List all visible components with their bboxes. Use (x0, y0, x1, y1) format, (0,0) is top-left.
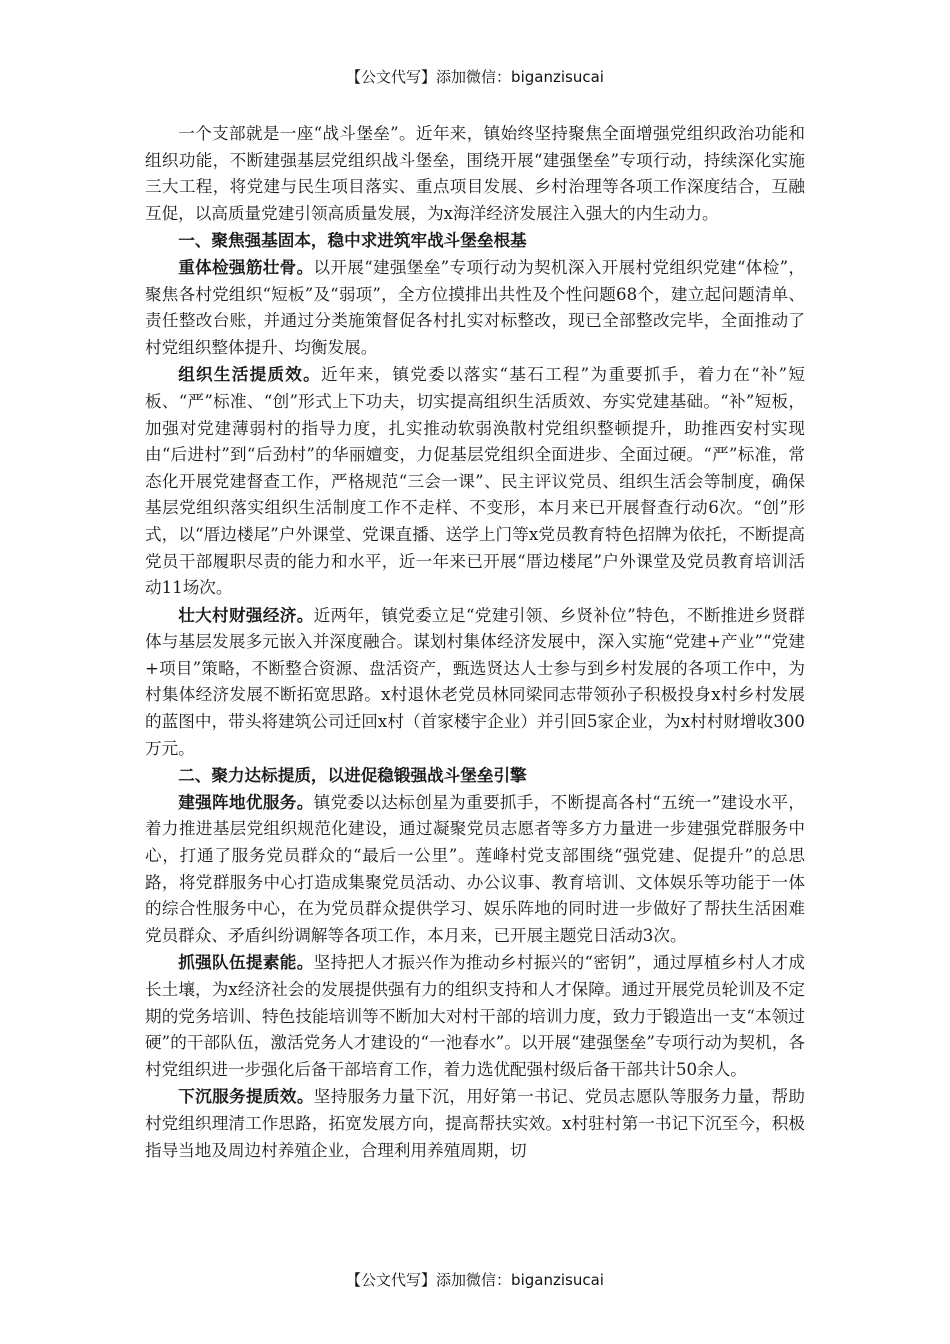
paragraph (145, 602, 805, 763)
paragraph-lead: 组织生活提质效。 (178, 364, 321, 385)
paragraph-lead: 抓强队伍提素能。 (178, 952, 314, 973)
paragraph (145, 949, 805, 1083)
paragraph-lead: 建强阵地优服务。 (178, 791, 314, 812)
paragraph (145, 789, 805, 950)
paragraph-text: 以开展“建强堡垒”专项行动为契机深入开展村党组织党建“体检”，聚焦各村党组织“短板”及“弱项”，全方位摸排出共性及个性问题68个，建立起问题清单、责任整改台账，并通过分类施策督促各村扎实对标整改，现已全部整改完毕，全面推动了村党组织整体提升、均衡发展。 (145, 257, 805, 357)
section-heading-1: 一、聚焦强基固本，稳中求进筑牢战斗堡垒根基 (178, 230, 527, 251)
paragraph-text: 坚持把人才振兴作为推动乡村振兴的“密钥”，通过厚植乡村人才成长土壤，为x经济社会的发展提供强有力的组织支持和人才保障。通过开展党员轮训及不定期的党务培训、特色技能培训等不断加大对村干部的培训力度，致力于锻造出一支“本领过硬”的干部队伍，激活党务人才建设的“一池春水”。以开展“建强堡垒”专项行动为契机，各村党组织进一步强化后备干部培育工作，着力选优配强村级后备干部共计50余人。 (145, 953, 806, 1079)
paragraph (145, 1083, 805, 1164)
paragraph-text: 坚持服务力量下沉，用好第一书记、党员志愿队等服务力量，帮助村党组织理清工作思路，拓宽发展方向，提高帮扶实效。x村驻村第一书记下沉至今，积极指导当地及周边村养殖企业，合理利用养殖周期，切 (145, 1087, 806, 1160)
paragraph-text: 一个支部就是一座“战斗堡垒”。近年来，镇始终坚持聚焦全面增强党组织政治功能和组织功能，不断建强基层党组织战斗堡垒，围绕开展“建强堡垒”专项行动，持续深化实施三大工程，将党建与民生项目落实、重点项目发展、乡村治理等各项工作深度结合，互融互促，以高质量党建引领高质量发展，为x海洋经济发展注入强大的内生动力。 (145, 124, 805, 223)
paragraph-text: 近两年，镇党委立足“党建引领、乡贤补位”特色，不断推进乡贤群体与基层发展多元嵌入并深度融合。谋划村集体经济发展中，深入实施“党建+产业”“党建+项目”策略，不断整合资源、盘活资产，甄选贤达人士参与到乡村发展的各项工作中，为村集体经济发展不断拓宽思路。x村退休老党员林同梁同志带领孙子积极投身x村乡村发展的蓝图中，带头将建筑公司迁回x村（首家楼宇企业）并引回5家企业，为x村村财增收300万元。 (145, 605, 806, 758)
paragraph-lead: 壮大村财强经济。 (178, 604, 314, 625)
paragraph-lead: 重体检强筋壮骨。 (178, 256, 314, 277)
paragraph (145, 254, 805, 361)
intro-paragraph (145, 121, 805, 227)
section-heading-2: 二、聚力达标提质，以进促稳锻强战斗堡垒引擎 (178, 765, 527, 786)
page-header: 【公文代写】添加微信：biganzisucai (346, 68, 604, 86)
paragraph (145, 361, 805, 601)
page-footer: 【公文代写】添加微信：biganzisucai (346, 1271, 604, 1289)
paragraph-text: 镇党委以达标创星为重要抓手，不断提高各村“五统一”建设水平，着力推进基层党组织规范化建设，通过凝聚党员志愿者等多方力量进一步建强党群服务中心，打通了服务党员群众的“最后一公里”。莲峰村党支部围绕“强党建、促提升”的总思路，将党群服务中心打造成集聚党员活动、办公议事、教育培训、文体娱乐等功能于一体的综合性服务中心，在为党员群众提供学习、娱乐阵地的同时进一步做好了帮扶生活困难党员群众、矛盾纠纷调解等各项工作，本月来，已开展主题党日活动3次。 (145, 792, 806, 945)
paragraph-lead: 下沉服务提质效。 (178, 1086, 314, 1107)
document-body (145, 121, 805, 1164)
paragraph-text: 近年来，镇党委以落实“基石工程”为重要抓手，着力在“补”短板、“严”标准、“创”形式上下功夫，切实提高组织生活质效、夯实党建基础。“补”短板，加强对党建薄弱村的指导力度，扎实推动软弱涣散村党组织整顿提升，助推西安村实现由“后进村”到“后劲村”的华丽嬗变，力促基层党组织全面进步、全面过硬。“严”标准，常态化开展党建督查工作，严格规范“三会一课”、民主评议党员、组织生活会等制度，确保基层党组织落实组织生活制度工作不走样、不变形，本月来已开展督查行动6次。“创”形式，以“厝边楼尾”户外课堂、党课直播、送学上门等x党员教育特色招牌为依托，不断提高党员干部履职尽责的能力和水平，近一年来已开展“厝边楼尾”户外课堂及党员教育培训活动11场次。 (145, 365, 805, 598)
